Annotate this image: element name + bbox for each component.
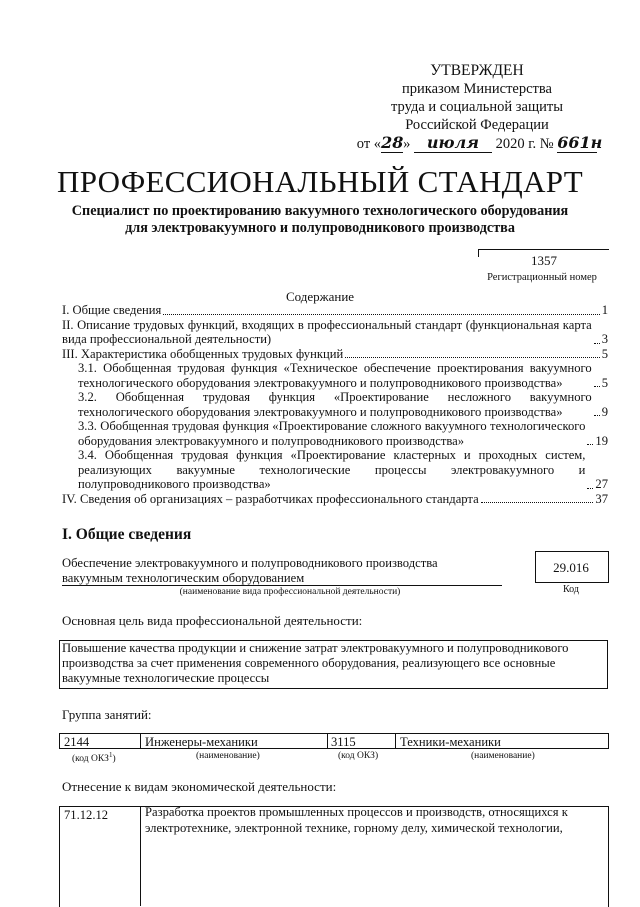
- caption-text: ): [112, 754, 116, 765]
- toc-title: Содержание: [285, 289, 355, 304]
- document-subtitle: [30, 203, 610, 237]
- approval-block: [352, 62, 602, 153]
- group-label: Группа занятий:: [62, 707, 152, 722]
- approval-line: приказом Министерства: [402, 81, 552, 97]
- toc-leader: [587, 444, 593, 445]
- subtitle-line: для электровакуумного и полупроводникового производства: [125, 220, 515, 236]
- approval-line: труда и социальной защиты: [391, 99, 563, 115]
- toc-item-text: III. Характеристика обобщенных трудовых функций: [62, 346, 344, 361]
- table-of-contents: [62, 303, 608, 506]
- toc-item[interactable]: [62, 361, 608, 390]
- okved-code: 71.12.12: [64, 808, 109, 822]
- toc-item[interactable]: [62, 448, 608, 492]
- date-prefix: от «: [356, 136, 382, 152]
- toc-item[interactable]: [62, 347, 608, 362]
- toc-item-page: 5: [601, 346, 608, 361]
- handwritten-month: июля: [414, 134, 492, 153]
- toc-leader: [594, 415, 600, 416]
- toc-leader: [594, 386, 600, 387]
- toc-item-text: 3.4. Обобщенная трудовая функция «Проектирование кластерных и проходных систем, реализующих вакуумные технологические процессы электровакуумного и полупроводникового производства»: [78, 448, 586, 491]
- handwritten-day: 28: [381, 133, 404, 152]
- table-divider: [395, 733, 396, 749]
- toc-item-page: 3: [601, 332, 608, 346]
- section-heading: I. Общие сведения: [62, 526, 192, 543]
- approval-title: УТВЕРЖДЕН: [430, 62, 524, 79]
- toc-item-text: 3.1. Обобщенная трудовая функция «Техническое обеспечение проектирования вакуумного технологического оборудования электровакуумного и полупроводникового производства»: [78, 361, 592, 390]
- activity-kind-caption: (наименование вида профессиональной деятельности): [179, 587, 401, 597]
- toc-item[interactable]: [62, 419, 608, 448]
- toc-item-text: 3.3. Обобщенная трудовая функция «Проектирование сложного вакуумного технологического оборудования электровакуумного и полупроводникового производства»: [78, 419, 586, 448]
- occupation-name: Техники-механики: [400, 735, 501, 749]
- toc-item[interactable]: [62, 303, 608, 318]
- activity-kind-line: Обеспечение электровакуумного и полупроводникового производства: [62, 556, 438, 570]
- toc-item-page: 9: [601, 404, 608, 419]
- underline: [62, 585, 502, 586]
- toc-leader: [594, 343, 600, 344]
- activity-kind-name: [62, 556, 502, 586]
- table-divider: [327, 733, 328, 749]
- code-value: 29.016: [553, 560, 589, 575]
- table-divider: [140, 806, 141, 906]
- toc-item-page: 27: [595, 477, 608, 491]
- subtitle-line: Специалист по проектированию вакуумного технологического оборудования: [71, 203, 569, 219]
- toc-leader: [345, 357, 600, 358]
- toc-leader: [481, 502, 594, 503]
- toc-item[interactable]: [62, 492, 608, 507]
- okved-description: Разработка проектов промышленных процессов и производств, относящихся к электротехнике, электронной технике, горному делу, химической технологии,: [145, 805, 568, 835]
- footnote-mark: 1: [108, 751, 113, 759]
- date-year: 2020 г. №: [495, 136, 554, 152]
- date-close: »: [403, 136, 411, 152]
- handwritten-order-number: 661н: [557, 133, 603, 152]
- okz-code-caption: [72, 751, 116, 764]
- toc-item-text: II. Описание трудовых функций, входящих в профессиональный стандарт (функциональная карта вида профессиональной деятельности): [62, 317, 592, 346]
- occupation-code: 3115: [331, 735, 356, 749]
- goal-label: Основная цель вида профессиональной деятельности:: [62, 613, 363, 628]
- toc-item-text: IV. Сведения об организациях – разработчиках профессионального стандарта: [62, 491, 479, 506]
- toc-item[interactable]: [62, 318, 608, 347]
- toc-item-page: 19: [595, 433, 608, 448]
- okz-name-caption: (наименование): [471, 751, 535, 761]
- okved-label: Отнесение к видам экономической деятельности:: [62, 779, 337, 794]
- toc-item-page: 37: [595, 491, 608, 506]
- document-title: ПРОФЕССИОНАЛЬНЫЙ СТАНДАРТ: [57, 164, 583, 199]
- caption-text: (код ОКЗ: [72, 754, 109, 765]
- toc-item-text: 3.2. Обобщенная трудовая функция «Проектирование несложного вакуумного технологического оборудования электровакуумного и полупроводникового производства»: [78, 390, 592, 419]
- toc-leader: [587, 488, 593, 489]
- toc-item-text: I. Общие сведения: [62, 303, 162, 317]
- goal-text: Повышение качества продукции и снижение затрат электровакуумного и полупроводникового производства за счет применения современного оборудования, реализующего все основные вакуумные технологические процессы: [62, 641, 569, 685]
- toc-item[interactable]: [62, 390, 608, 419]
- registration-label: Регистрационный номер: [487, 272, 597, 283]
- table-divider: [140, 733, 141, 749]
- toc-leader: [163, 314, 599, 315]
- approval-date-line: [352, 134, 602, 153]
- okz-code-caption: (код ОКЗ): [338, 751, 379, 761]
- approval-line: Российской Федерации: [405, 117, 549, 133]
- occupation-code: 2144: [64, 735, 90, 749]
- registration-number: 1357: [531, 253, 557, 268]
- toc-item-page: 5: [601, 375, 608, 390]
- toc-item-page: 1: [601, 303, 608, 317]
- code-caption: Код: [563, 584, 579, 595]
- okz-name-caption: (наименование): [196, 751, 260, 761]
- activity-kind-line: вакуумным технологическим оборудованием: [62, 571, 305, 585]
- occupation-name: Инженеры-механики: [145, 735, 258, 749]
